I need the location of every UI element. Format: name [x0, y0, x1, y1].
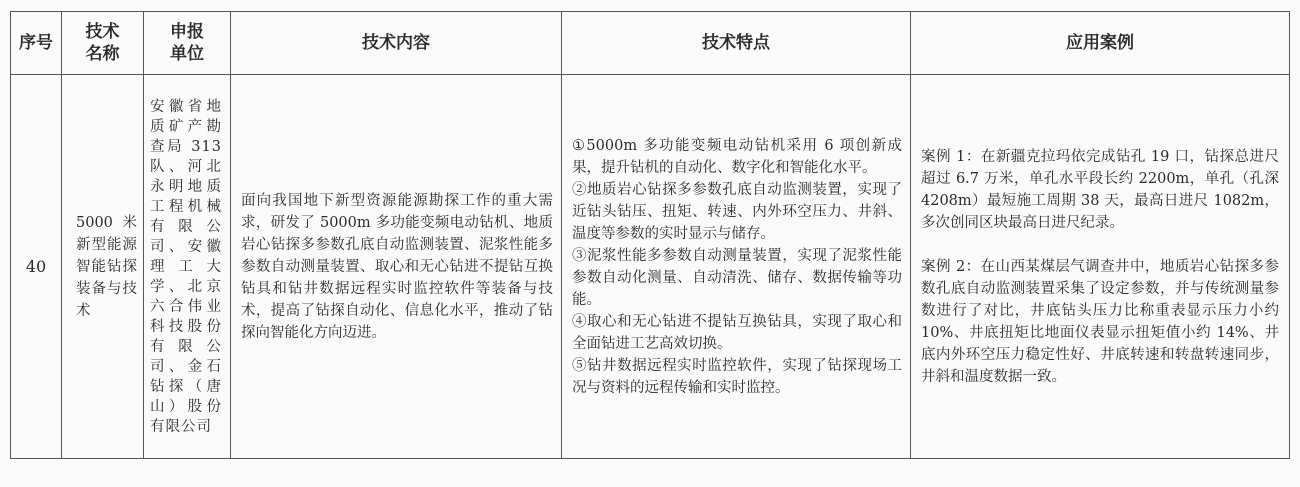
- technology-content: 面向我国地下新型资源能源勘探工作的重大需求，研发了 5000m 多功能变频电动钻机、地质岩心钻探多参数孔底自动监测装置、泥浆性能多参数自动测量装置、取心和无心钻进不提钻互换钻具和钻井数据远程实时监控软件等装备与技术，提高了钻探自动化、信息化水平，推动了钻探向智能化方向迈进。: [231, 75, 562, 459]
- applicant-unit: 安徽省地质矿产勘查局 313 队、河北永明地质工程机械有限公司、安徽理工大学、北京六合伟业科技股份有限公司、金石钻探（唐山）股份有限公司: [144, 75, 231, 459]
- header-features: 技术特点: [562, 12, 911, 75]
- technology-table: [10, 11, 1290, 459]
- feature-item: ⑤钻井数据远程实时监控软件，实现了钻探现场工况与资料的远程传输和实时监控。: [572, 357, 902, 396]
- feature-item: ①5000m 多功能变频电动钻机采用 6 项创新成果，提升钻机的自动化、数字化和智能化水平。: [572, 137, 902, 176]
- feature-item: ②地质岩心钻探多参数孔底自动监测装置，实现了近钻头钻压、扭矩、转速、内外环空压力、井斜、温度等参数的实时显示与储存。: [572, 181, 902, 242]
- case-item: 案例 1：在新疆克拉玛依完成钻孔 19 口，钻探总进尺超过 6.7 万米，单孔水平段长约 2200m，单孔（孔深 4208m）最短施工周期 38 天，最高日进尺 1082m，多次创同区块最高日进尺纪录。: [921, 148, 1279, 231]
- header-name: 技术 名称: [62, 12, 144, 75]
- technology-name: 5000 米新型能源智能钻探装备与技术: [62, 75, 144, 459]
- feature-item: ③泥浆性能多参数自动测量装置，实现了泥浆性能参数自动化测量、自动清洗、储存、数据传输等功能。: [572, 247, 902, 308]
- header-unit: 申报 单位: [144, 12, 231, 75]
- feature-item: ④取心和无心钻进不提钻互换钻具，实现了取心和全面钻进工艺高效切换。: [572, 313, 902, 352]
- table-row: [11, 75, 1290, 459]
- row-number: 40: [11, 75, 62, 459]
- application-cases: [911, 75, 1290, 459]
- header-num: 序号: [11, 12, 62, 75]
- technology-features: [562, 75, 911, 459]
- header-content: 技术内容: [231, 12, 562, 75]
- header-row: [11, 12, 1290, 75]
- header-cases: 应用案例: [911, 12, 1290, 75]
- case-item: 案例 2：在山西某煤层气调查井中，地质岩心钻探多参数孔底自动监测装置采集了设定参数，并与传统测量参数进行了对比，井底钻头压力比称重表显示压力小约 10%、井底扭矩比地面仪表显示扭矩值小约 14%、井底内外环空压力稳定性好、井底转速和转盘转速同步，井斜和温度数据一致。: [921, 258, 1279, 385]
